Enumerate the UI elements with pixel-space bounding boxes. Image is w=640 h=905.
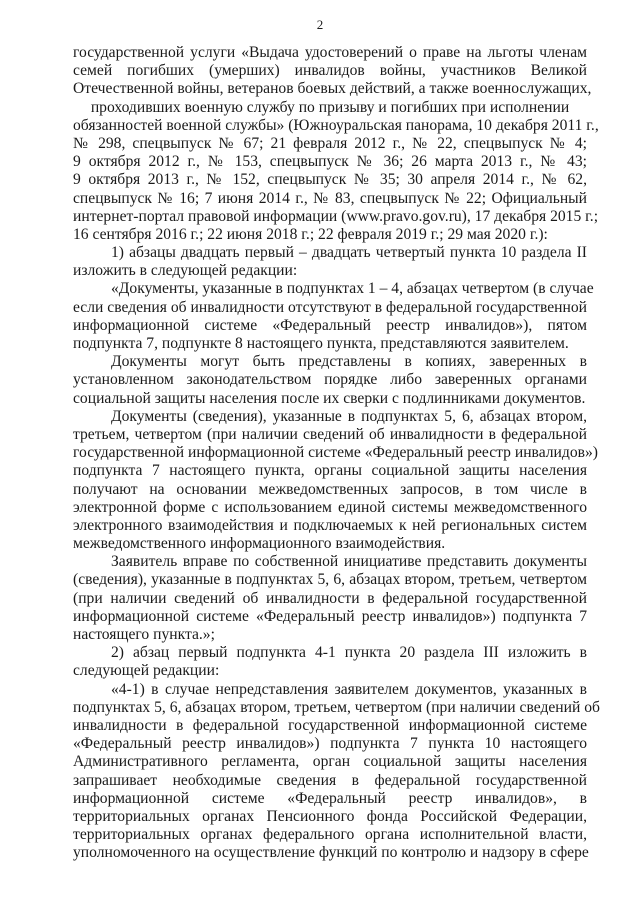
text-line: уполномоченного на осуществление функций по контролю и надзору в сфере	[73, 844, 589, 862]
paragraph	[73, 553, 587, 644]
document-body	[73, 44, 600, 862]
text-line: (сведения), указанные в подпунктах 5, 6, абзацах втором, третьем, четвертом	[73, 571, 587, 589]
text-line: Документы (сведения), указанные в подпунктах 5, 6, абзацах втором,	[111, 407, 587, 425]
text-line: Заявитель вправе по собственной инициативе представить документы	[111, 553, 587, 571]
text-line: «Федеральный реестр инвалидов») подпункта 7 пункта 10 настоящего	[73, 735, 587, 753]
paragraph	[73, 680, 600, 863]
text-line: государственной услуги «Выдача удостоверений о праве на льготы членам	[73, 44, 587, 61]
text-line: третьем, четвертом (при наличии сведений об инвалидности в федеральной	[73, 425, 587, 443]
text-line: подпунктах 5, 6, абзацах втором, третьем, четвертом (при наличии сведений об	[73, 698, 600, 716]
text-line: если сведения об инвалидности отсутствуют в федеральной государственной	[73, 298, 587, 316]
text-line: территориальных органах Пенсионного фонда Российской Федерации,	[73, 807, 587, 825]
text-line: обязанностей военной службы» (Южноуральская панорама, 10 декабря 2011 г.,	[73, 116, 599, 134]
text-line: семей погибших (умерших) инвалидов войны, участников Великой	[73, 62, 587, 80]
text-line: информационной системе «Федеральный реестр инвалидов», в	[73, 789, 587, 807]
paragraph	[73, 407, 598, 554]
text-line: информационной системе «Федеральный реестр инвалидов»), пятом	[73, 316, 587, 334]
text-line: подпункта 7, подпункте 8 настоящего пункта, представляются заявителем.	[73, 335, 569, 352]
text-line: Документы могут быть представлены в копиях, заверенных в	[111, 353, 587, 371]
text-line: электронной форме с использованием единой системы межведомственного	[73, 498, 587, 516]
paragraph	[73, 44, 599, 244]
text-line: спецвыпуск № 16; 7 июня 2014 г., № 83, спецвыпуск № 22; Официальный	[73, 189, 587, 207]
text-line: 16 сентября 2016 г.; 22 июня 2018 г.; 22 февраля 2019 г.; 29 мая 2020 г.):	[73, 225, 548, 243]
text-line: межведомственного информационного взаимодействия.	[73, 535, 446, 553]
paragraph	[73, 644, 587, 680]
text-line: подпункта 7 настоящего пункта, органы социальной защиты населения	[73, 462, 587, 480]
text-line: Административного регламента, орган социальной защиты населения	[73, 753, 587, 771]
text-line: следующей редакции:	[73, 662, 220, 680]
text-line: интернет-портал правовой информации (www.pravo.gov.ru), 17 декабря 2015 г.;	[73, 207, 599, 225]
text-line: инвалидности в федеральной государственной информационной системе	[73, 716, 587, 734]
text-line: изложить в следующей редакции:	[73, 262, 298, 280]
text-line: проходивших военную службу по призыву и погибших при исполнении	[90, 98, 570, 116]
text-line: получают на основании межведомственных запросов, в том числе в	[73, 480, 587, 498]
text-line: «Документы, указанные в подпунктах 1 – 4, абзацах четвертом (в случае	[111, 280, 594, 298]
paragraph	[73, 280, 594, 353]
paragraph	[73, 353, 587, 408]
text-line: 9 октября 2012 г., № 153, спецвыпуск № 36; 26 марта 2013 г., № 43;	[73, 153, 587, 171]
text-line: 9 октября 2013 г., № 152, спецвыпуск № 35; 30 апреля 2014 г., № 62,	[73, 171, 587, 189]
paragraph	[73, 244, 587, 280]
text-line: № 298, спецвыпуск № 67; 21 февраля 2012 г., № 22, спецвыпуск № 4;	[73, 134, 587, 152]
text-line: настоящего пункта.»;	[73, 626, 215, 643]
text-line: территориальных органах федерального органа исполнительной власти,	[73, 826, 587, 844]
text-line: «4-1) в случае непредставления заявителем документов, указанных в	[111, 680, 587, 698]
text-line: запрашивает необходимые сведения в федеральной государственной	[73, 771, 587, 789]
text-line: государственной информационной системе «Федеральный реестр инвалидов»)	[73, 444, 598, 462]
text-line: электронного взаимодействия и подключаемых к ней региональных систем	[73, 516, 587, 534]
text-line: социальной защиты населения после их сверки с подлинниками документов.	[73, 389, 586, 407]
text-line: 1) абзацы двадцать первый – двадцать четвертый пункта 10 раздела II	[111, 244, 587, 262]
text-line: информационной системе «Федеральный реестр инвалидов») подпункта 7	[73, 607, 587, 625]
page-number: 2	[316, 17, 324, 32]
text-line: (при наличии сведений об инвалидности в федеральной государственной	[73, 589, 587, 607]
text-line: 2) абзац первый подпункта 4-1 пункта 20 раздела III изложить в	[111, 644, 587, 662]
text-line: установленном законодательством порядке либо заверенных органами	[73, 371, 587, 389]
text-line: Отечественной войны, ветеранов боевых действий, а также военнослужащих,	[73, 80, 592, 98]
